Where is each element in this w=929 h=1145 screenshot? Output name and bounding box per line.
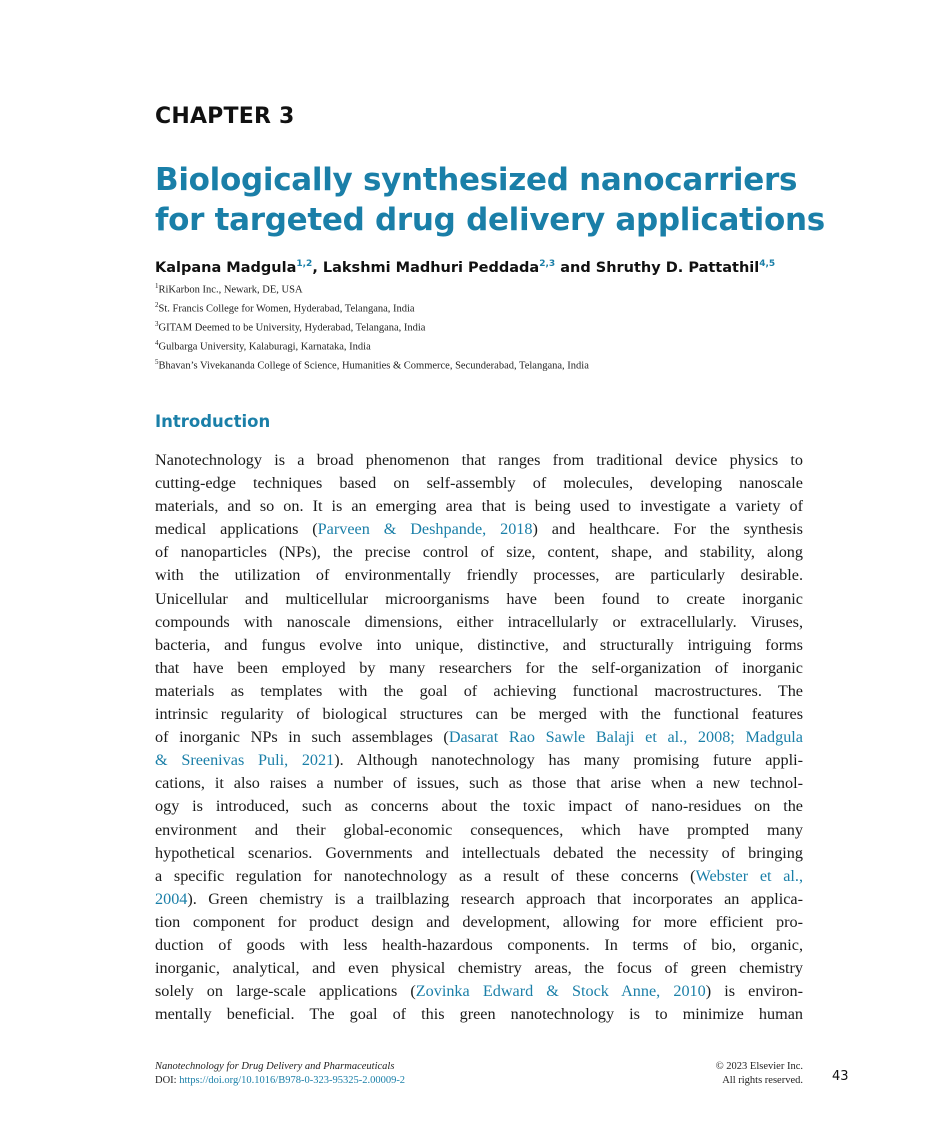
body-line (155, 934, 803, 957)
body-line (155, 1003, 803, 1026)
body-text-run: Unicellular and multicellular microorganisms have been found to create inorganic (155, 589, 803, 608)
copyright-text: © 2023 Elsevier Inc. (715, 1061, 803, 1072)
body-text-run: cations, it also raises a number of issues, such as those that arise when a new technol- (155, 774, 803, 793)
affiliation-item (155, 317, 589, 336)
body-text-run: tion component for product design and development, allowing for more efficient pro- (155, 912, 803, 931)
affiliation-number: 1 (155, 282, 159, 290)
body-text-run: medical applications ( (155, 520, 318, 539)
author-separator: , (312, 259, 323, 276)
page-number: 43 (832, 1069, 849, 1084)
affiliation-text: Gulbarga University, Kalaburagi, Karnataka, India (158, 341, 371, 353)
body-text-run: hypothetical scenarios. Governments and intellectuals debated the necessity of bringing (155, 843, 803, 862)
body-line (155, 911, 803, 934)
body-text-run: materials as templates with the goal of achieving functional macrostructures. The (155, 681, 803, 700)
body-line (155, 795, 803, 818)
doi-link[interactable]: https://doi.org/10.1016/B978-0-323-95325-2.00009-2 (179, 1075, 406, 1086)
body-text-run: solely on large-scale applications ( (155, 982, 416, 1001)
body-text-run: ). Although nanotechnology has many promising future appli- (334, 751, 803, 770)
body-text-run: duction of goods with less health-hazardous components. In terms of bio, organic, (155, 935, 803, 954)
body-text-run: ) and healthcare. For the synthesis (532, 520, 803, 539)
affiliation-item (155, 355, 589, 374)
body-line (155, 657, 803, 680)
section-heading: Introduction (155, 412, 271, 431)
body-text-run: intrinsic regularity of biological structures can be merged with the functional features (155, 705, 803, 724)
body-line (155, 819, 803, 842)
body-line (155, 564, 803, 587)
body-line (155, 726, 803, 749)
body-text-run: Nanotechnology is a broad phenomenon that ranges from traditional device physics to (155, 451, 803, 469)
body-text-run: cutting-edge techniques based on self-assembly of molecules, developing nanoscale (155, 474, 803, 493)
author-name: Kalpana Madgula (155, 259, 297, 276)
body-line (155, 865, 803, 888)
body-line (155, 472, 803, 495)
body-text-run: materials, and so on. It is an emerging area that is being used to investigate a variety of (155, 497, 803, 516)
author-affiliation-ref[interactable]: 4,5 (759, 259, 776, 269)
affiliation-number: 5 (155, 358, 159, 366)
body-text-run: ogy is introduced, such as concerns about the toxic impact of nano-residues on the (155, 797, 803, 816)
body-line (155, 772, 803, 795)
body-text-run: of nanoparticles (NPs), the precise control of size, content, shape, and stability, along (155, 543, 803, 562)
body-line (155, 495, 803, 518)
chapter-title-line: Biologically synthesized nanocarriers (155, 162, 798, 198)
body-text-run: a specific regulation for nanotechnology as a result of these concerns ( (155, 866, 696, 885)
body-text-run: with the utilization of environmentally friendly processes, are particularly desirable. (155, 566, 803, 585)
rights-text: All rights reserved. (722, 1075, 803, 1086)
affiliation-item (155, 336, 589, 355)
body-line (155, 541, 803, 564)
book-title: Nanotechnology for Drug Delivery and Pharmaceuticals (155, 1061, 395, 1072)
body-line (155, 634, 803, 657)
chapter-title-line: for targeted drug delivery applications (155, 202, 825, 238)
author-name: Lakshmi Madhuri Peddada (322, 259, 540, 276)
author-list (155, 259, 775, 276)
author-separator: and (555, 259, 596, 276)
body-line (155, 749, 803, 772)
body-line (155, 611, 803, 634)
affiliation-text: RiKarbon Inc., Newark, DE, USA (158, 284, 303, 296)
affiliation-number: 2 (155, 301, 159, 309)
body-text-run: compounds with nanoscale dimensions, either intracellularly or extracellularly. Viruses, (155, 612, 803, 631)
body-text-run: ). Green chemistry is a trailblazing research approach that incorporates an applica- (187, 889, 803, 908)
affiliation-number: 3 (155, 320, 159, 328)
body-line (155, 680, 803, 703)
body-text-run: mentally beneficial. The goal of this green nanotechnology is to minimize human (155, 1005, 803, 1024)
affiliation-item (155, 298, 589, 317)
body-line (155, 888, 803, 911)
body-line (155, 588, 803, 611)
body-line (155, 957, 803, 980)
body-text-run: inorganic, analytical, and even physical chemistry areas, the focus of green chemistry (155, 959, 803, 978)
affiliation-number: 4 (155, 339, 159, 347)
body-text-run: ) is environ- (705, 982, 804, 1001)
affiliation-text: Bhavan’s Vivekananda College of Science, Humanities & Commerce, Secunderabad, Telangana, India (158, 360, 589, 372)
affiliation-item (155, 279, 589, 298)
body-text (155, 449, 803, 1026)
body-text-run: that have been employed by many researchers for the self-organization of inorganic (155, 658, 803, 677)
footer-copyright (640, 1060, 803, 1088)
citation-link[interactable]: & Sreenivas Puli, 2021 (155, 751, 335, 770)
body-line (155, 518, 803, 541)
body-text-run: bacteria, and fungus evolve into unique, distinctive, and structurally intriguing forms (155, 635, 803, 654)
citation-link[interactable]: Parveen & Deshpande, 2018 (317, 520, 533, 539)
body-text-run: of inorganic NPs in such assemblages ( (155, 728, 449, 747)
affiliation-text: St. Francis College for Women, Hyderabad, Telangana, India (158, 303, 415, 315)
citation-link[interactable]: Zovinka Edward & Stock Anne, 2010 (415, 982, 706, 1001)
author-affiliation-ref[interactable]: 2,3 (539, 259, 556, 269)
footer-source (155, 1060, 405, 1088)
citation-link[interactable]: Dasarat Rao Sawle Balaji et al., 2008; Madgula (448, 728, 803, 747)
doi-label: DOI: (155, 1075, 180, 1086)
body-line (155, 842, 803, 865)
body-text-run: environment and their global-economic consequences, which have prompted many (155, 820, 803, 839)
doi-line (155, 1074, 405, 1088)
body-line (155, 703, 803, 726)
affiliation-text: GITAM Deemed to be University, Hyderabad, Telangana, India (158, 322, 426, 334)
author-name: Shruthy D. Pattathil (595, 259, 760, 276)
citation-link[interactable]: Webster et al., (695, 866, 803, 885)
affiliation-list (155, 279, 589, 374)
author-affiliation-ref[interactable]: 1,2 (296, 259, 313, 269)
citation-link[interactable]: 2004 (155, 889, 188, 908)
body-line (155, 449, 803, 472)
chapter-title (155, 160, 855, 240)
body-line (155, 980, 803, 1003)
chapter-label: CHAPTER 3 (155, 104, 295, 129)
